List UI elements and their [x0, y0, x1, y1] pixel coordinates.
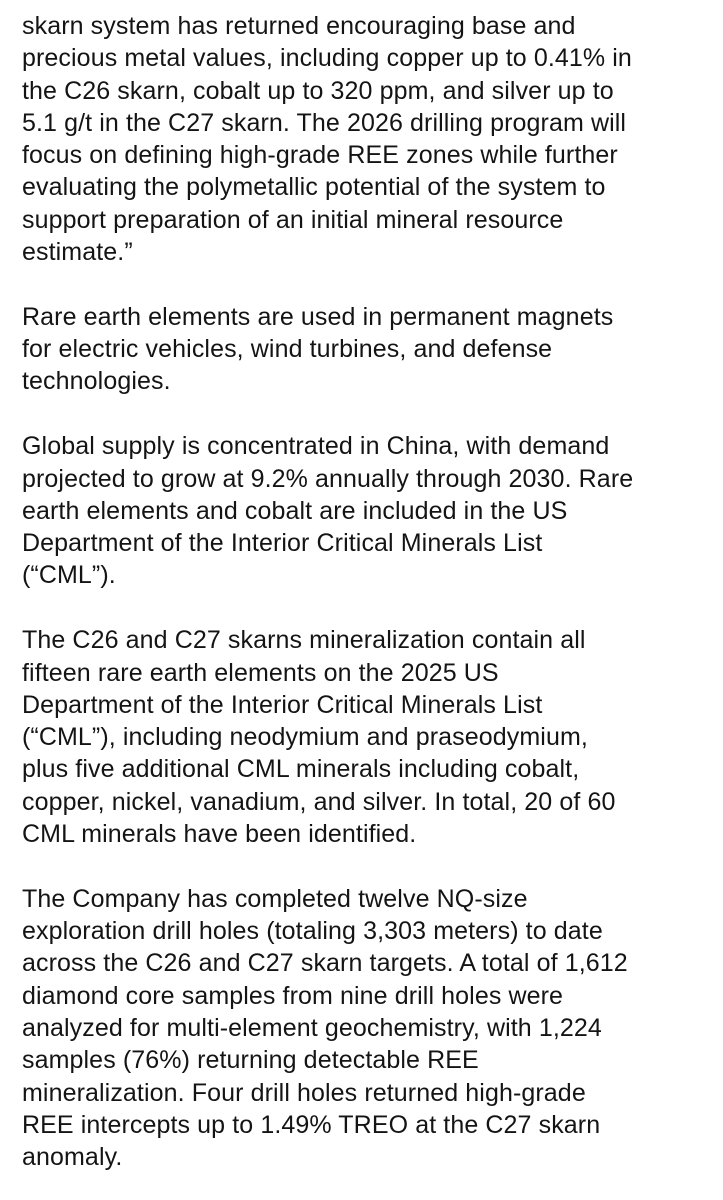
paragraph-cml-minerals: The C26 and C27 skarns mineralization contain all fifteen rare earth elements on the 2025 US Department of the Interior Critical Minerals List (“CML”), including neodymium and praseodymium, plus five additional CML minerals including cobalt, copper, nickel, vanadium, and silver. In total, 20 of 60 CML minerals have been identified. — [22, 626, 616, 849]
article-body — [22, 10, 712, 1174]
paragraph-spacer — [22, 592, 712, 625]
paragraph-spacer — [22, 398, 712, 431]
paragraph-drilling-results: The Company has completed twelve NQ-size exploration drill holes (totaling 3,303 meters) to date across the C26 and C27 skarn targets. A total of 1,612 diamond core samples from nine drill holes were analyzed for multi-element geochemistry, with 1,224 samples (76%) returning detectable REE mineralization. Four drill holes returned high-grade REE intercepts up to 1.49% TREO at the C27 skarn anomaly. — [22, 884, 628, 1172]
paragraph-global-supply: Global supply is concentrated in China, with demand projected to grow at 9.2% annually through 2030. Rare earth elements and cobalt are included in the US Department of the Interior Critical Minerals List (“CML”). — [22, 432, 634, 590]
paragraph-metal-values: skarn system has returned encouraging base and precious metal values, including copper up to 0.41% in the C26 skarn, cobalt up to 320 ppm, and silver up to 5.1 g/t in the C27 skarn. The 2026 drilling program will focus on defining high-grade REE zones while further evaluating the polymetallic potential of the system to support preparation of an initial mineral resource estimate.” — [22, 12, 632, 267]
paragraph-ree-uses: Rare earth elements are used in permanent magnets for electric vehicles, wind turbines, and defense technologies. — [22, 302, 614, 396]
paragraph-spacer — [22, 268, 712, 301]
paragraph-spacer — [22, 850, 712, 883]
